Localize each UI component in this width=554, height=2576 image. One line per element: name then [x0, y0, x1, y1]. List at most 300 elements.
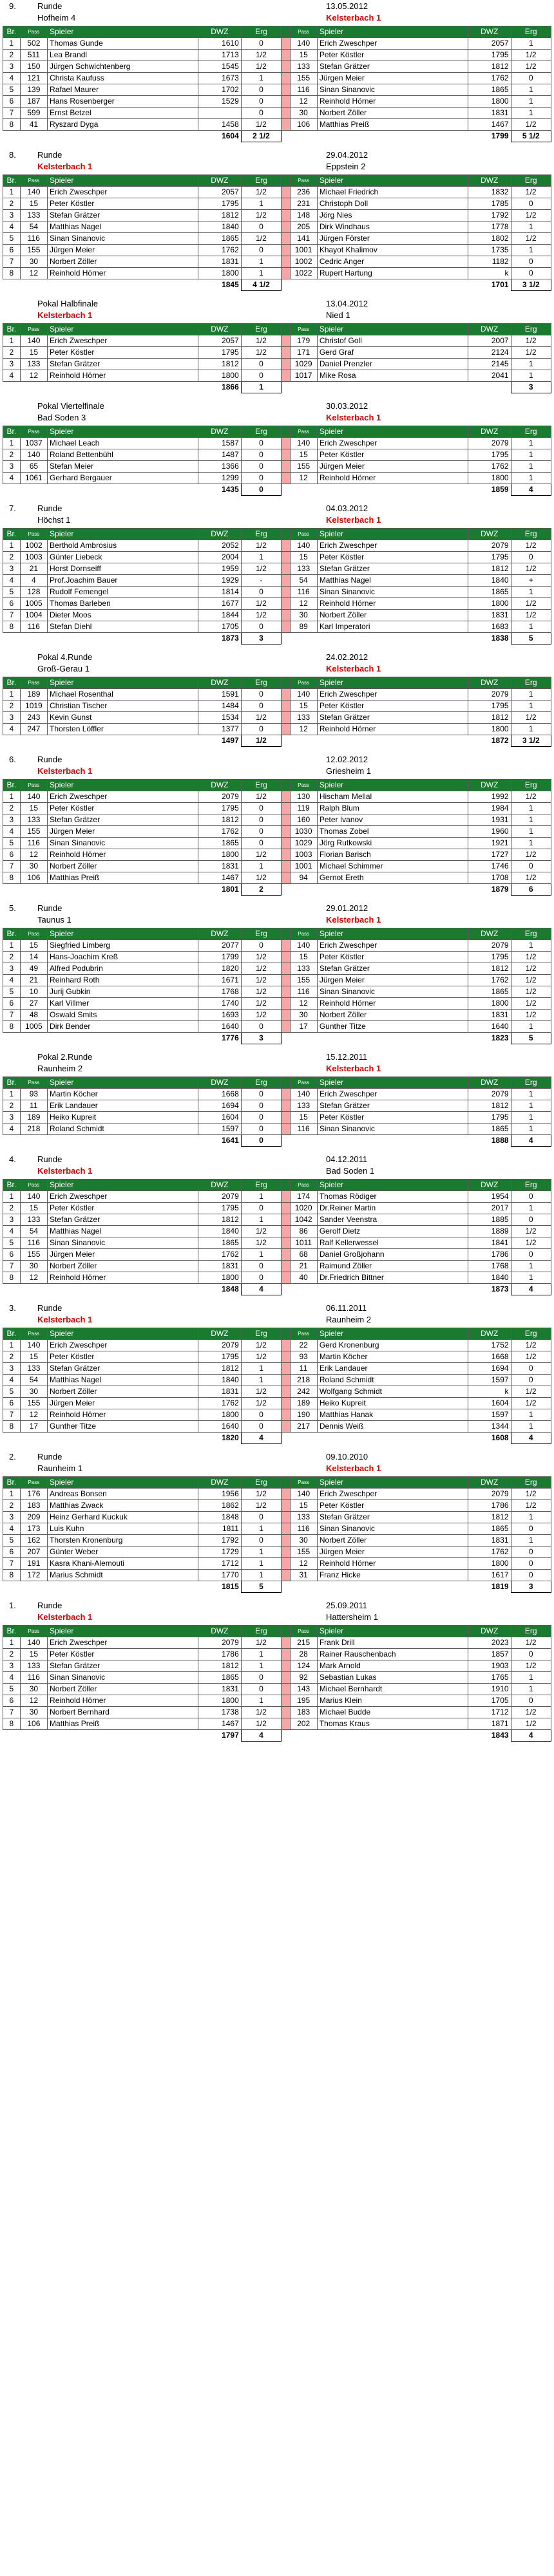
pass-number: 15	[290, 1500, 317, 1512]
pass-number: 12	[290, 1558, 317, 1570]
dwz-rating: 1768	[198, 986, 241, 998]
pass-number: 10	[20, 986, 47, 998]
player-name: Frank Drill	[317, 1637, 468, 1649]
dwz-rating: 2079	[468, 438, 511, 449]
dwz-rating: 1840	[198, 1226, 241, 1237]
player-name: Dieter Moos	[48, 610, 198, 621]
player-name: Rainer Rauschenbach	[317, 1649, 468, 1660]
game-result: 1/2	[511, 1351, 551, 1363]
table-row	[3, 998, 551, 1010]
player-name: Stefan Grätzer	[317, 61, 468, 73]
empty-cell	[48, 1284, 198, 1295]
player-name: Erich Zweschper	[317, 1089, 468, 1100]
separator	[282, 861, 290, 872]
dwz-rating: 1857	[468, 1649, 511, 1660]
dwz-rating: 1800	[468, 998, 511, 1010]
board-number: 3	[3, 712, 21, 724]
player-name: Erich Zweschper	[317, 1489, 468, 1500]
dwz-rating: 1800	[468, 724, 511, 735]
dwz-rating: 2007	[468, 335, 511, 347]
separator	[282, 1363, 290, 1375]
game-result: 1	[511, 826, 551, 838]
pass-number: 30	[290, 108, 317, 119]
player-name: Wolfgang Schmidt	[317, 1386, 468, 1398]
dwz-rating: 1960	[468, 826, 511, 838]
dwz-rating: 1984	[468, 803, 511, 814]
table-header-row	[3, 1077, 551, 1089]
dwz-rating: 2017	[468, 1203, 511, 1214]
pass-number: 30	[20, 256, 47, 268]
round-title: Pokal 4.Runde	[37, 652, 93, 662]
player-name: Hans-Joachim Kreß	[48, 952, 198, 963]
pass-number: 121	[20, 73, 47, 84]
board-number: 1	[3, 689, 21, 700]
dwz-rating: 1587	[198, 438, 241, 449]
board-number: 2	[3, 952, 21, 963]
column-header: Erg	[511, 1626, 551, 1637]
pass-number: 15	[290, 952, 317, 963]
table-row	[3, 449, 551, 461]
game-result: 1/2	[511, 986, 551, 998]
column-header: Erg	[241, 529, 281, 540]
home-team: Hofheim 4	[37, 13, 76, 23]
pass-number: 173	[20, 1523, 47, 1535]
dwz-rating: 1683	[468, 621, 511, 633]
empty-cell	[282, 484, 290, 496]
player-name: Erich Zweschper	[48, 1637, 198, 1649]
player-name: Dirk Bender	[48, 1021, 198, 1033]
pass-number: 116	[20, 1237, 47, 1249]
board-number: 4	[3, 1672, 21, 1684]
player-name: Erik Landauer	[48, 1100, 198, 1112]
game-result: 1	[511, 1512, 551, 1523]
dwz-rating: 1812	[198, 210, 241, 221]
game-result: 0	[241, 1123, 281, 1135]
game-result: 0	[241, 1203, 281, 1214]
column-header: Spieler	[48, 780, 198, 791]
table-row	[3, 198, 551, 210]
empty-cell	[20, 1135, 47, 1147]
separator	[282, 210, 290, 221]
board-number: 1	[3, 1489, 21, 1500]
column-header: DWZ	[468, 780, 511, 791]
board-number: 3	[3, 210, 21, 221]
column-header: DWZ	[198, 780, 241, 791]
home-team: Kelsterbach 1	[37, 1166, 93, 1176]
game-result: 1	[241, 1191, 281, 1203]
round-number: 2.	[9, 1452, 16, 1462]
player-name: Günter Liebeck	[48, 552, 198, 563]
home-team: Kelsterbach 1	[37, 1612, 93, 1622]
column-header: Spieler	[48, 677, 198, 689]
board-number: 5	[3, 84, 21, 96]
pass-number: 30	[20, 861, 47, 872]
pass-number: 17	[290, 1021, 317, 1033]
board-number: 1	[3, 1089, 21, 1100]
dwz-rating: 1668	[468, 1351, 511, 1363]
pass-number: 133	[20, 210, 47, 221]
column-header: DWZ	[468, 175, 511, 187]
separator	[282, 1272, 290, 1284]
column-header: Pass	[290, 529, 317, 540]
game-result: 1/2	[511, 791, 551, 803]
pass-number: 22	[290, 1340, 317, 1351]
column-header: Pass	[20, 677, 47, 689]
table-row	[3, 1249, 551, 1261]
board-number: 8	[3, 268, 21, 279]
board-number: 1	[3, 1340, 21, 1351]
dwz-rating: 1831	[198, 861, 241, 872]
total-score: 4 1/2	[241, 279, 281, 291]
dwz-rating: 1800	[198, 1272, 241, 1284]
player-name: Martin Köcher	[48, 1089, 198, 1100]
game-result: 1/2	[511, 998, 551, 1010]
player-name: Reinhold Hörner	[48, 1409, 198, 1421]
pass-number: 15	[20, 1351, 47, 1363]
player-name: Franz Hicke	[317, 1570, 468, 1581]
player-name: Dr.Friedrich Bittner	[317, 1272, 468, 1284]
game-result: 1	[511, 38, 551, 50]
dwz-rating: 1800	[198, 849, 241, 861]
dwz-rating: 2145	[468, 359, 511, 370]
pass-number: 94	[290, 872, 317, 884]
game-result: 0	[241, 1672, 281, 1684]
empty-cell	[20, 884, 47, 896]
dwz-rating: 1831	[468, 1535, 511, 1547]
game-result: 1	[511, 814, 551, 826]
empty-cell	[290, 1433, 317, 1444]
pass-number: 49	[20, 963, 47, 975]
total-row	[3, 1033, 551, 1044]
player-name: Daniel Prenzler	[317, 359, 468, 370]
dwz-rating: 1792	[468, 210, 511, 221]
pass-number: 189	[20, 1112, 47, 1123]
board-number: 3	[3, 1112, 21, 1123]
game-result: 1	[511, 621, 551, 633]
board-number: 7	[3, 256, 21, 268]
game-result: 1/2	[241, 1489, 281, 1500]
pass-number: 195	[290, 1695, 317, 1707]
separator	[282, 1100, 290, 1112]
column-header: Erg	[511, 928, 551, 940]
player-name: Thomas Barleben	[48, 598, 198, 610]
separator	[282, 963, 290, 975]
player-name: Thomas Rödiger	[317, 1191, 468, 1203]
player-name: Stefan Grätzer	[48, 359, 198, 370]
column-header: Erg	[511, 780, 551, 791]
table-header-row	[3, 426, 551, 438]
player-name: Lea Brandl	[48, 50, 198, 61]
player-name: Sinan Sinanovic	[317, 1123, 468, 1135]
separator	[282, 1351, 290, 1363]
player-name: Erich Zweschper	[317, 540, 468, 552]
total-row	[3, 279, 551, 291]
separator	[282, 587, 290, 598]
pass-number: 15	[20, 1203, 47, 1214]
column-header: DWZ	[468, 529, 511, 540]
game-result: 1/2	[511, 335, 551, 347]
total-score: 4	[241, 1284, 281, 1295]
round-number: 5.	[9, 903, 16, 913]
round-number: 3.	[9, 1303, 16, 1313]
game-result: 1	[511, 108, 551, 119]
column-header: Pass	[290, 780, 317, 791]
board-number: 2	[3, 803, 21, 814]
dwz-rating: 1799	[198, 952, 241, 963]
player-name: Jürgen Förster	[317, 233, 468, 245]
game-result: 1	[241, 1558, 281, 1570]
board-number: 4	[3, 473, 21, 484]
table-header-row	[3, 1477, 551, 1489]
match-block	[0, 1153, 554, 1295]
player-name: Matthias Nagel	[48, 221, 198, 233]
pass-number: 176	[20, 1489, 47, 1500]
game-result: 1/2	[241, 210, 281, 221]
empty-cell	[317, 1033, 468, 1044]
pass-number: 15	[20, 803, 47, 814]
player-name: Christoph Doll	[317, 198, 468, 210]
separator	[282, 1547, 290, 1558]
pass-number: 231	[290, 198, 317, 210]
dwz-rating: 1785	[468, 198, 511, 210]
table-row	[3, 1695, 551, 1707]
match-date: 13.04.2012	[326, 299, 368, 308]
empty-cell	[290, 1033, 317, 1044]
table-row	[3, 540, 551, 552]
dwz-rating: 1795	[198, 198, 241, 210]
pass-number: 30	[290, 1010, 317, 1021]
player-name: Stefan Grätzer	[48, 1660, 198, 1672]
game-result: 0	[241, 473, 281, 484]
match-table	[3, 779, 551, 896]
player-name: Ralph Blum	[317, 803, 468, 814]
column-header: Br.	[3, 1077, 21, 1089]
player-name: Sinan Sinanovic	[48, 1237, 198, 1249]
game-result: 1	[241, 198, 281, 210]
dwz-rating: 1865	[468, 587, 511, 598]
game-result: 0	[511, 1695, 551, 1707]
table-row	[3, 975, 551, 986]
player-name: Gernot Ereth	[317, 872, 468, 884]
player-name: Norbert Bernhard	[48, 1707, 198, 1718]
match-block	[0, 502, 554, 644]
dwz-rating: 1597	[468, 1409, 511, 1421]
column-header: Spieler	[317, 175, 468, 187]
empty-cell	[282, 382, 290, 393]
empty-cell	[290, 484, 317, 496]
dwz-rating: 1795	[468, 449, 511, 461]
pass-number: 119	[290, 803, 317, 814]
player-name: Luis Kuhn	[48, 1523, 198, 1535]
game-result: 1	[241, 861, 281, 872]
dwz-rating: 1929	[198, 575, 241, 587]
game-result: 1	[511, 1203, 551, 1214]
average-dwz: 1888	[491, 1136, 509, 1145]
separator	[282, 598, 290, 610]
average-dwz: 1604	[222, 131, 239, 141]
pass-number: 140	[20, 187, 47, 198]
board-number: 8	[3, 1021, 21, 1033]
game-result: 1	[511, 1672, 551, 1684]
board-number: 8	[3, 621, 21, 633]
column-header: DWZ	[198, 677, 241, 689]
empty-cell	[20, 633, 47, 644]
empty-cell	[48, 1033, 198, 1044]
empty-cell	[3, 1033, 21, 1044]
separator	[282, 1649, 290, 1660]
separator	[282, 998, 290, 1010]
game-result: 1/2	[241, 1010, 281, 1021]
separator	[282, 1191, 290, 1203]
game-result: 1/2	[241, 187, 281, 198]
player-name: Erich Zweschper	[317, 689, 468, 700]
average-dwz: 1873	[491, 1284, 509, 1294]
column-header: Spieler	[317, 426, 468, 438]
board-number: 3	[3, 1214, 21, 1226]
total-score: 4	[241, 1730, 281, 1742]
separator	[282, 1707, 290, 1718]
table-row	[3, 1660, 551, 1672]
pass-number: 86	[290, 1226, 317, 1237]
game-result: 1/2	[511, 872, 551, 884]
pass-number: 247	[20, 724, 47, 735]
pass-number: 236	[290, 187, 317, 198]
pass-number: 133	[20, 1214, 47, 1226]
game-result: 0	[511, 1375, 551, 1386]
pass-number: 15	[290, 552, 317, 563]
pass-number: 140	[20, 1191, 47, 1203]
pass-number: 93	[20, 1089, 47, 1100]
match-date: 06.11.2011	[326, 1303, 367, 1313]
game-result: 0	[241, 438, 281, 449]
board-number: 3	[3, 1363, 21, 1375]
column-header: Erg	[511, 1077, 551, 1089]
column-header: Erg	[241, 1477, 281, 1489]
empty-cell	[282, 131, 290, 142]
board-number: 1	[3, 1637, 21, 1649]
empty-cell	[3, 633, 21, 644]
table-header-row	[3, 1626, 551, 1637]
table-row	[3, 803, 551, 814]
pass-number: 116	[290, 1523, 317, 1535]
total-score: 4	[511, 1135, 551, 1147]
empty-cell	[317, 1135, 468, 1147]
dwz-rating: 2079	[198, 1340, 241, 1351]
dwz-rating: 1800	[198, 1695, 241, 1707]
dwz-rating: 1814	[198, 587, 241, 598]
game-result: 1	[511, 1089, 551, 1100]
game-result: 0	[241, 1089, 281, 1100]
column-header: Pass	[20, 928, 47, 940]
pass-number: 116	[20, 621, 47, 633]
dwz-rating: 1812	[468, 1512, 511, 1523]
column-header: Spieler	[317, 1328, 468, 1340]
round-number: 1.	[9, 1601, 16, 1610]
table-row	[3, 1386, 551, 1398]
average-dwz: 1641	[222, 1136, 239, 1145]
player-name: Sinan Sinanovic	[317, 1523, 468, 1535]
pass-number: 27	[20, 998, 47, 1010]
separator	[282, 119, 290, 131]
player-name: Erich Zweschper	[48, 187, 198, 198]
match-table	[3, 677, 551, 747]
pass-number: 155	[20, 1398, 47, 1409]
player-name: Roland Bettenbühl	[48, 449, 198, 461]
separator	[282, 1123, 290, 1135]
board-number: 4	[3, 575, 21, 587]
pass-number: 40	[290, 1272, 317, 1284]
table-row	[3, 552, 551, 563]
pass-number: 1003	[20, 552, 47, 563]
table-row	[3, 256, 551, 268]
dwz-rating: k	[468, 1386, 511, 1398]
separator	[282, 1203, 290, 1214]
board-number: 4	[3, 1123, 21, 1135]
round-number: 9.	[9, 1, 16, 11]
table-row	[3, 38, 551, 50]
total-score: 4	[511, 1433, 551, 1444]
average-dwz	[468, 382, 511, 393]
pass-number: 21	[20, 975, 47, 986]
board-number: 3	[3, 1512, 21, 1523]
dwz-rating: 1727	[468, 849, 511, 861]
board-number: 8	[3, 1718, 21, 1730]
game-result: 1	[241, 256, 281, 268]
dwz-rating: 1795	[198, 1203, 241, 1214]
column-header: Br.	[3, 26, 21, 38]
player-name: Peter Ivanov	[317, 814, 468, 826]
player-name: Peter Köstler	[317, 1500, 468, 1512]
game-result: 0	[241, 826, 281, 838]
match-header	[0, 651, 554, 677]
dwz-rating: 1800	[198, 268, 241, 279]
dwz-rating: 2079	[198, 1637, 241, 1649]
column-header: Spieler	[317, 677, 468, 689]
pass-number: 130	[290, 791, 317, 803]
separator	[282, 826, 290, 838]
match-table	[3, 323, 551, 393]
game-result: 1	[511, 803, 551, 814]
empty-cell	[317, 382, 468, 393]
away-team: Kelsterbach 1	[326, 13, 381, 23]
board-number: 7	[3, 610, 21, 621]
board-number: 6	[3, 998, 21, 1010]
dwz-rating: 1762	[198, 1249, 241, 1261]
pass-number: 11	[20, 1100, 47, 1112]
dwz-rating: 2079	[468, 940, 511, 952]
column-header: Br.	[3, 1328, 21, 1340]
dwz-rating: 1795	[198, 1351, 241, 1363]
total-row	[3, 1581, 551, 1593]
game-result: 0	[241, 838, 281, 849]
empty-cell	[20, 131, 47, 142]
empty-cell	[317, 884, 468, 896]
empty-cell	[20, 735, 47, 747]
separator	[282, 268, 290, 279]
round-title: Runde	[37, 1452, 62, 1462]
table-row	[3, 1500, 551, 1512]
dwz-rating: 1484	[198, 700, 241, 712]
pass-number: 116	[290, 986, 317, 998]
player-name: Stefan Grätzer	[48, 1363, 198, 1375]
table-row	[3, 1021, 551, 1033]
game-result: 0	[241, 461, 281, 473]
total-score: 5	[511, 1033, 551, 1044]
empty-cell	[48, 131, 198, 142]
table-row	[3, 952, 551, 963]
dwz-rating: 1865	[468, 1123, 511, 1135]
player-name: Michael Schimmer	[317, 861, 468, 872]
